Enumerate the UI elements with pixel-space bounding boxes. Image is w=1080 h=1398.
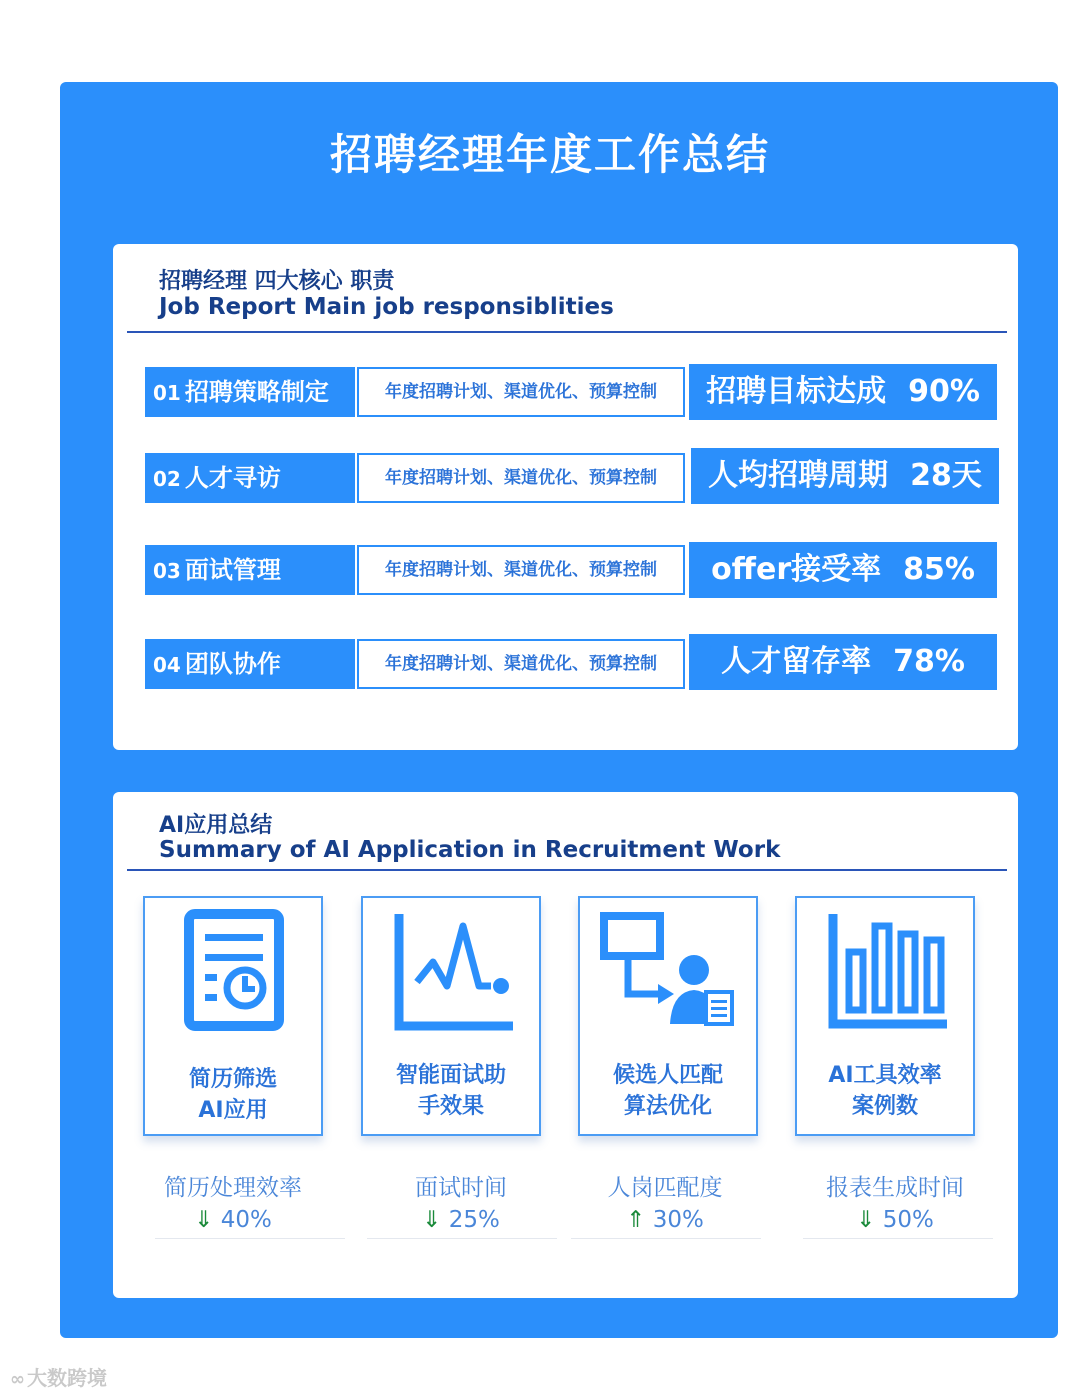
- tile-label-line2: 算法优化: [623, 1094, 712, 1119]
- section2-heading-cn: AI应用总结: [159, 813, 273, 838]
- responsibility-label: [145, 639, 355, 689]
- responsibility-desc: 年度招聘计划、渠道优化、预算控制: [357, 545, 685, 595]
- kpi-value: 85%: [903, 552, 975, 587]
- row-number: 01: [153, 381, 181, 405]
- metric-value: 50%: [882, 1207, 934, 1233]
- watermark-text: 大数跨境: [27, 1366, 107, 1390]
- responsibility-label: [145, 367, 355, 417]
- row-title: 人才寻访: [184, 464, 281, 492]
- watermark: [10, 1362, 107, 1391]
- row-title: 招聘策略制定: [184, 378, 329, 406]
- arrow-up-icon: ⇑: [626, 1207, 646, 1233]
- arrow-down-icon: ⇓: [422, 1207, 442, 1233]
- metric-label: 简历处理效率: [164, 1175, 302, 1201]
- tile-label: [580, 1060, 756, 1122]
- tile-label-line2: AI应用: [198, 1098, 268, 1123]
- metric-underline: [803, 1238, 993, 1239]
- responsibility-row: [113, 364, 1018, 420]
- page-title: 招聘经理年度工作总结: [329, 130, 770, 179]
- responsibility-desc: 年度招聘计划、渠道优化、预算控制: [357, 453, 685, 503]
- tile-label-line2: 案例数: [851, 1094, 918, 1119]
- tile-label-line1: 候选人匹配: [612, 1063, 723, 1088]
- kpi-value: 78%: [893, 644, 965, 679]
- bar-chart-icon: [825, 906, 955, 1036]
- tile-label: [145, 1064, 321, 1126]
- watermark-logo-icon: ∞: [10, 1369, 25, 1390]
- kpi-label: 人均招聘周期: [708, 458, 889, 493]
- row-number: 02: [153, 467, 181, 491]
- kpi-value: 90%: [908, 374, 980, 409]
- responsibility-row: [113, 634, 1018, 690]
- tile-label-line1: AI工具效率: [828, 1063, 942, 1088]
- ai-metric: [361, 1172, 561, 1236]
- kpi-badge: [689, 542, 997, 598]
- kpi-badge: [691, 448, 999, 504]
- responsibility-row: [113, 542, 1018, 598]
- metric-label: 面试时间: [415, 1175, 507, 1201]
- kpi-label: 人才留存率: [721, 644, 872, 679]
- metric-label: 报表生成时间: [826, 1175, 964, 1201]
- arrow-down-icon: ⇓: [856, 1207, 876, 1233]
- metric-value: 25%: [448, 1207, 500, 1233]
- ai-tile: [143, 896, 323, 1136]
- document-clock-icon: [173, 906, 293, 1036]
- kpi-badge: [689, 634, 997, 690]
- candidate-match-icon: [598, 906, 738, 1036]
- row-number: 03: [153, 559, 181, 583]
- ai-tile: [361, 896, 541, 1136]
- responsibility-desc: 年度招聘计划、渠道优化、预算控制: [357, 639, 685, 689]
- ai-metric: [133, 1172, 333, 1236]
- metric-underline: [155, 1238, 345, 1239]
- metric-underline: [571, 1238, 761, 1239]
- ai-metric: [795, 1172, 995, 1236]
- responsibility-label: [145, 545, 355, 595]
- row-title: 团队协作: [184, 650, 281, 678]
- row-title: 面试管理: [184, 556, 281, 584]
- section1-divider: [127, 331, 1007, 333]
- section2-divider: [127, 869, 1007, 871]
- kpi-label: offer接受率: [711, 552, 882, 587]
- tile-label-line1: 智能面试助: [395, 1063, 506, 1088]
- kpi-label: 招聘目标达成: [706, 374, 887, 409]
- ai-summary-card: [113, 792, 1018, 1298]
- section1-heading-cn: 招聘经理 四大核心 职责: [159, 269, 395, 294]
- section1-heading-en: Job Report Main job responsiblities: [159, 294, 614, 320]
- responsibility-desc: 年度招聘计划、渠道优化、预算控制: [357, 367, 685, 417]
- tile-label-line1: 简历筛选: [188, 1067, 277, 1092]
- ai-tile: [795, 896, 975, 1136]
- tile-label-line2: 手效果: [417, 1094, 484, 1119]
- tile-label: [363, 1060, 539, 1122]
- row-number: 04: [153, 653, 181, 677]
- tile-label: [797, 1060, 973, 1122]
- kpi-value: 28天: [910, 458, 982, 493]
- responsibilities-card: [113, 244, 1018, 750]
- ai-metric: [565, 1172, 765, 1236]
- metric-value: 40%: [220, 1207, 272, 1233]
- section2-heading-en: Summary of AI Application in Recruitment Work: [159, 837, 781, 863]
- responsibility-label: [145, 453, 355, 503]
- line-chart-icon: [391, 906, 521, 1036]
- metric-underline: [367, 1238, 557, 1239]
- responsibility-row: [113, 448, 1018, 504]
- ai-tile: [578, 896, 758, 1136]
- arrow-down-icon: ⇓: [194, 1207, 214, 1233]
- metric-value: 30%: [652, 1207, 704, 1233]
- metric-label: 人岗匹配度: [607, 1175, 723, 1201]
- kpi-badge: [689, 364, 997, 420]
